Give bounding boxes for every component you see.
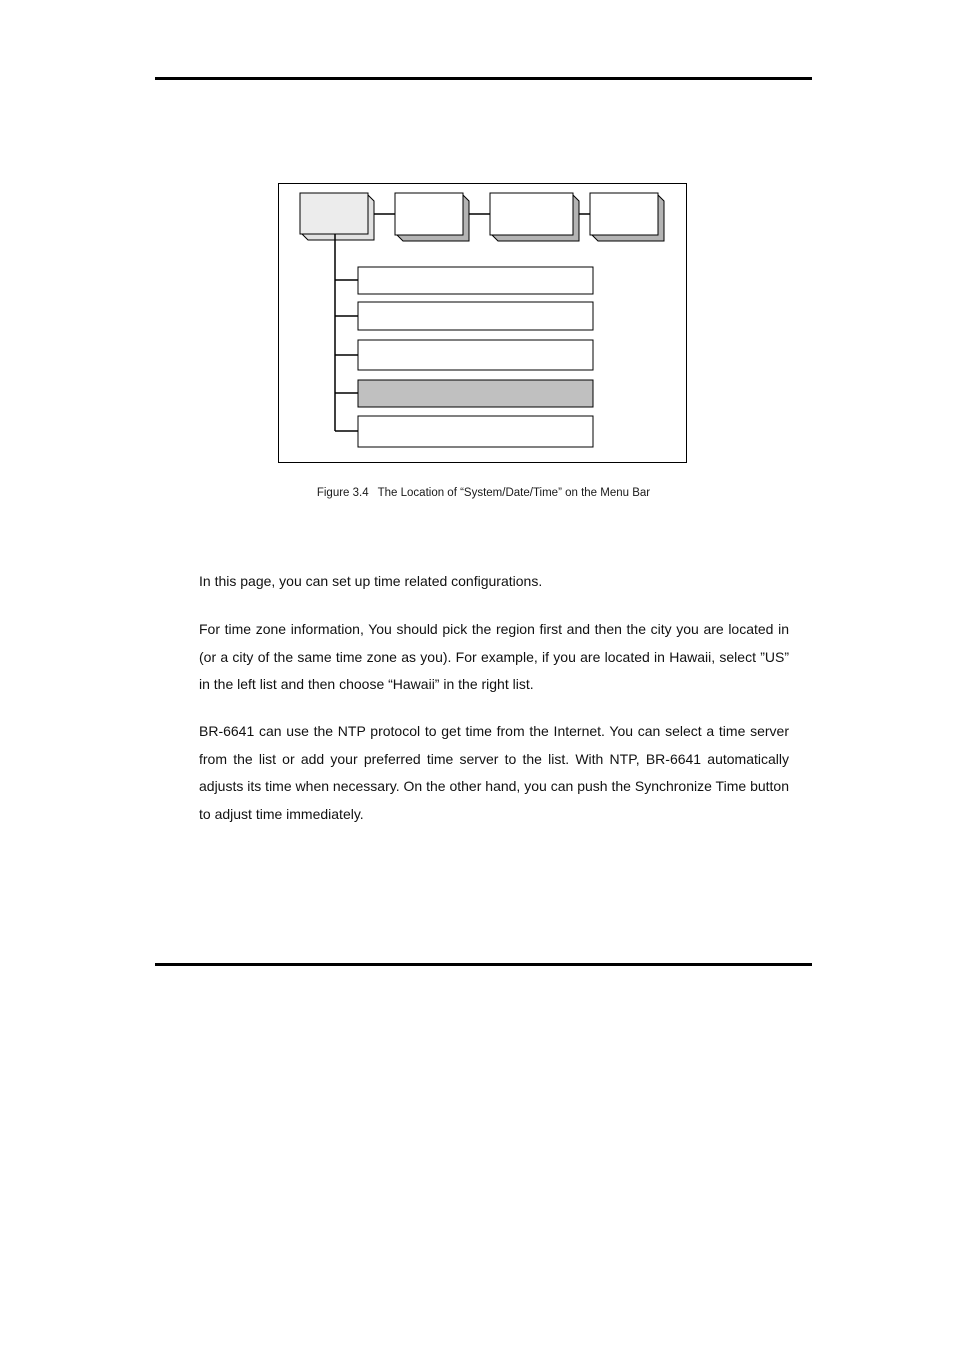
paragraph-timezone: For time zone information, You should pick the region first and then the city you are located in (or a city of the same time zone as you). For example, if you are located in Hawaii, select ”US” in the left list and then choose “Hawaii” in the right list. (199, 621, 789, 692)
paragraph-ntp: BR-6641 can use the NTP protocol to get time from the Internet. You can select a time server from the list or add your preferred time server to the list. With NTP, BR-6641 automatically adjusts its time when necessary. On the other hand, you can push the Synchronize Time button to adjust time immediately. (199, 723, 789, 822)
figure-caption-title: The Location of “System/Date/Time” on the Menu Bar (377, 487, 651, 499)
submenu-box-1 (358, 267, 593, 294)
menu-box-2 (395, 193, 463, 235)
menu-box-3 (490, 193, 573, 235)
header-rule (155, 77, 812, 80)
submenu-box-3 (358, 340, 593, 370)
paragraph-intro: In this page, you can set up time related configurations. (199, 573, 543, 589)
menu-location-diagram (278, 183, 687, 463)
figure-caption (155, 486, 812, 500)
figure-3-4 (278, 183, 687, 463)
submenu-box-5 (358, 416, 593, 447)
footer-rule (155, 963, 812, 966)
menu-box-1 (300, 193, 368, 234)
figure-caption-label: Figure 3.4 (316, 487, 369, 499)
menu-box-4 (590, 193, 658, 235)
submenu-box-4-highlighted (358, 380, 593, 407)
submenu-box-2 (358, 302, 593, 330)
